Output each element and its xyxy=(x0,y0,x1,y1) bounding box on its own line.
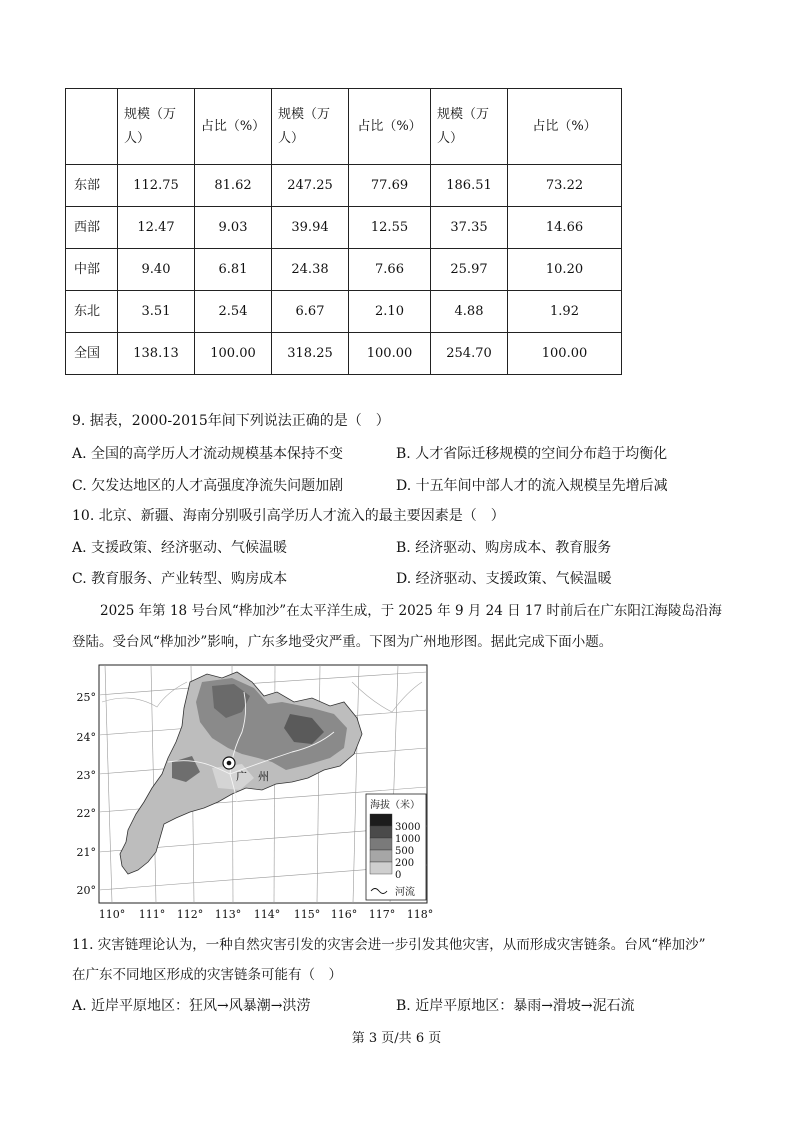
city-label: 广 州 xyxy=(236,770,269,783)
lon-label: 111° xyxy=(138,908,166,921)
table-header-cell: 规模（万人） xyxy=(272,89,349,165)
table-cell: 7.66 xyxy=(349,249,431,291)
table-cell: 14.66 xyxy=(508,207,622,249)
table-cell: 100.00 xyxy=(349,333,431,375)
question-11-option-b[interactable]: B. 近岸平原地区：暴雨→滑坡→泥石流 xyxy=(396,998,635,1014)
table-row xyxy=(66,165,622,207)
lon-label: 115° xyxy=(293,908,321,921)
table-row xyxy=(66,333,622,375)
question-10-option-a[interactable]: A. 支援政策、经济驱动、气候温暖 xyxy=(72,540,288,556)
question-10-option-d[interactable]: D. 经济驱动、支援政策、气候温暖 xyxy=(396,571,612,587)
question-10-option-c[interactable]: C. 教育服务、产业转型、购房成本 xyxy=(72,571,288,587)
legend-river: 河流 xyxy=(395,887,415,898)
legend-swatch xyxy=(370,862,392,874)
table-cell: 9.03 xyxy=(195,207,272,249)
lon-label: 118° xyxy=(406,908,434,921)
lon-label: 114° xyxy=(253,908,281,921)
table-row xyxy=(66,291,622,333)
lat-label: 24° xyxy=(76,731,96,744)
lat-label: 21° xyxy=(76,846,96,859)
table-cell: 6.81 xyxy=(195,249,272,291)
table-cell: 10.20 xyxy=(508,249,622,291)
table-cell: 25.97 xyxy=(431,249,508,291)
table-row xyxy=(66,249,622,291)
table-cell: 39.94 xyxy=(272,207,349,249)
map-legend xyxy=(366,794,426,900)
table-cell: 81.62 xyxy=(195,165,272,207)
question-11-option-a[interactable]: A. 近岸平原地区：狂风→风暴潮→洪涝 xyxy=(72,998,311,1014)
lon-label: 116° xyxy=(330,908,358,921)
table-cell: 24.38 xyxy=(272,249,349,291)
legend-swatch xyxy=(370,850,392,862)
table-header-cell: 规模（万人） xyxy=(118,89,195,165)
legend-level: 0 xyxy=(395,870,402,881)
table-cell: 4.88 xyxy=(431,291,508,333)
table-cell: 3.51 xyxy=(118,291,195,333)
lat-label: 23° xyxy=(76,769,96,782)
table-header-cell xyxy=(66,89,118,165)
table-cell: 254.70 xyxy=(431,333,508,375)
table-header-cell: 规模（万人） xyxy=(431,89,508,165)
question-9-option-c[interactable]: C. 欠发达地区的人才高强度净流失问题加剧 xyxy=(72,478,344,494)
lat-label: 25° xyxy=(76,691,96,704)
question-9-stem: 9. 据表，2000-2015年间下列说法正确的是（ ） xyxy=(72,413,390,429)
lon-label: 112° xyxy=(176,908,204,921)
table-row-label: 全国 xyxy=(66,333,118,375)
question-11-stem-line-2: 在广东不同地区形成的灾害链条可能有（ ） xyxy=(72,967,342,983)
table-cell: 12.47 xyxy=(118,207,195,249)
legend-swatch xyxy=(370,838,392,850)
lat-label: 22° xyxy=(76,807,96,820)
table-row xyxy=(66,207,622,249)
legend-level: 500 xyxy=(395,846,415,857)
table-cell: 112.75 xyxy=(118,165,195,207)
table-cell: 12.55 xyxy=(349,207,431,249)
table-cell: 73.22 xyxy=(508,165,622,207)
table-cell: 318.25 xyxy=(272,333,349,375)
table-row-label: 西部 xyxy=(66,207,118,249)
table-row-label: 中部 xyxy=(66,249,118,291)
guangdong-terrain-map xyxy=(72,662,448,924)
table-cell: 247.25 xyxy=(272,165,349,207)
lon-label: 110° xyxy=(98,908,126,921)
legend-level: 200 xyxy=(395,858,415,869)
table-cell: 77.69 xyxy=(349,165,431,207)
table-header-row xyxy=(66,89,622,165)
table-header-cell: 占比（%） xyxy=(349,89,431,165)
lat-label: 20° xyxy=(76,884,96,897)
question-10-stem: 10. 北京、新疆、海南分别吸引高学历人才流入的最主要因素是（ ） xyxy=(72,508,505,524)
table-cell: 186.51 xyxy=(431,165,508,207)
lon-label: 113° xyxy=(214,908,242,921)
lon-label: 117° xyxy=(368,908,396,921)
table-row-label: 东北 xyxy=(66,291,118,333)
legend-title: 海拔（米） xyxy=(370,800,420,811)
table-cell: 1.92 xyxy=(508,291,622,333)
table-cell: 2.54 xyxy=(195,291,272,333)
table-cell: 6.67 xyxy=(272,291,349,333)
question-11-stem-line-1: 11. 灾害链理论认为，一种自然灾害引发的灾害会进一步引发其他灾害，从而形成灾害链条。台风“桦加沙” xyxy=(72,937,706,953)
table-cell: 138.13 xyxy=(118,333,195,375)
table-cell: 2.10 xyxy=(349,291,431,333)
question-9-option-b[interactable]: B. 人才省际迁移规模的空间分布趋于均衡化 xyxy=(396,446,668,462)
passage-line-1: 2025 年第 18 号台风“桦加沙”在太平洋生成，于 2025 年 9 月 24 日 17 时前后在广东阳江海陵岛沿海 xyxy=(100,603,722,619)
page-footer: 第 3 页/共 6 页 xyxy=(351,1031,442,1046)
migration-table xyxy=(65,88,622,375)
legend-swatch xyxy=(370,826,392,838)
table-header-cell: 占比（%） xyxy=(508,89,622,165)
legend-swatch xyxy=(370,814,392,826)
question-9-option-a[interactable]: A. 全国的高学历人才流动规模基本保持不变 xyxy=(72,446,344,462)
table-header-cell: 占比（%） xyxy=(195,89,272,165)
table-cell: 100.00 xyxy=(508,333,622,375)
question-10-option-b[interactable]: B. 经济驱动、购房成本、教育服务 xyxy=(396,540,612,556)
legend-level: 1000 xyxy=(395,834,421,845)
table-cell: 37.35 xyxy=(431,207,508,249)
legend-level: 3000 xyxy=(395,822,421,833)
passage-line-2: 登陆。受台风“桦加沙”影响，广东多地受灾严重。下图为广州地形图。据此完成下面小题。 xyxy=(72,634,613,650)
table-row-label: 东部 xyxy=(66,165,118,207)
table-cell: 100.00 xyxy=(195,333,272,375)
question-9-option-d[interactable]: D. 十五年间中部人才的流入规模呈先增后减 xyxy=(396,478,668,494)
table-cell: 9.40 xyxy=(118,249,195,291)
